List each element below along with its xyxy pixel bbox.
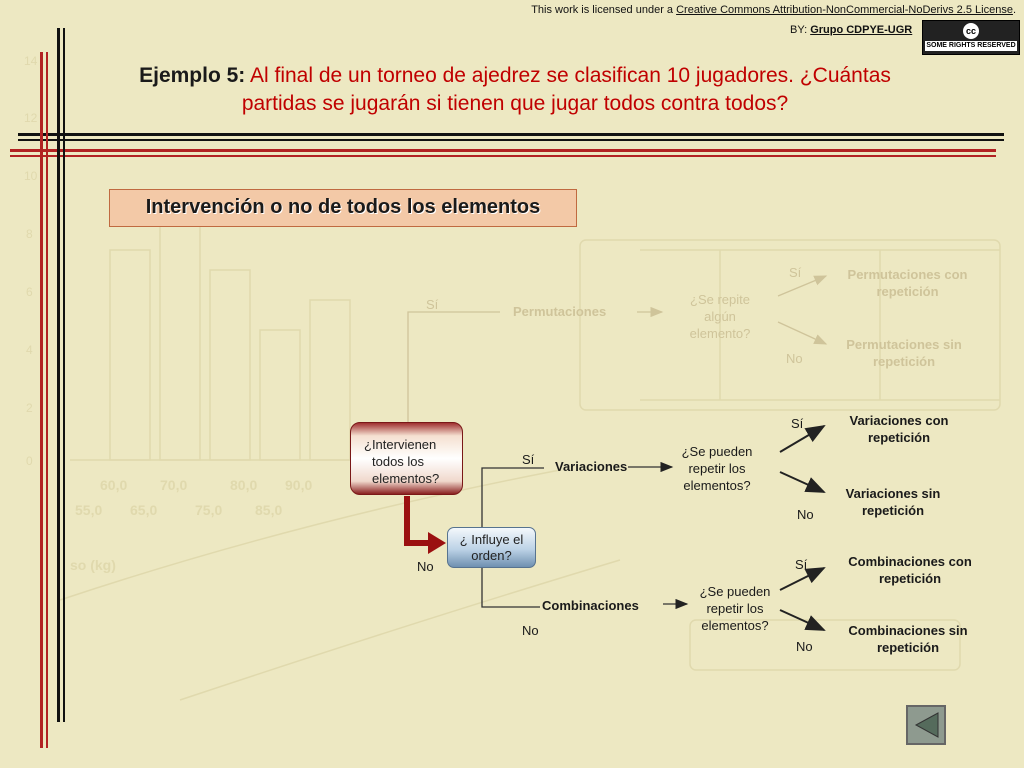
- combinaciones-con-repeticion: [830, 553, 990, 587]
- variaciones-con-line-1: Variaciones con: [849, 413, 949, 428]
- license-prefix: This work is licensed under a: [531, 4, 674, 16]
- svg-text:4: 4: [26, 343, 33, 357]
- combinaciones-con-line-2: repetición: [878, 571, 942, 586]
- example-label: Ejemplo 5:: [139, 64, 246, 87]
- combinaciones-no-label: No: [796, 639, 813, 654]
- permutaciones-no-label: No: [786, 351, 803, 366]
- variaciones-label: Variaciones: [555, 459, 628, 474]
- red-flow-arrowhead: [428, 532, 446, 554]
- by-label: BY:: [790, 24, 808, 36]
- group-link[interactable]: Grupo CDPYE-UGR: [810, 24, 913, 36]
- permutaciones-si-label: Sí: [789, 265, 802, 280]
- svg-text:55,0: 55,0: [75, 502, 103, 518]
- license-suffix: .: [1012, 4, 1016, 16]
- root-question-text: [364, 436, 439, 487]
- permutaciones-con-repeticion: [825, 266, 990, 300]
- svg-text:80,0: 80,0: [230, 477, 258, 493]
- permutaciones-question: [680, 291, 760, 342]
- root-question-line-1: ¿Intervienen: [364, 437, 437, 452]
- variaciones-question-line-1: ¿Se pueden: [681, 444, 753, 459]
- combinaciones-question-line-1: ¿Se pueden: [699, 584, 771, 599]
- variaciones-question: [675, 443, 759, 494]
- svg-text:6: 6: [26, 285, 33, 299]
- license-link[interactable]: Creative Commons Attribution-NonCommercial-NoDerivs 2.5 License: [676, 4, 1013, 16]
- svg-text:65,0: 65,0: [130, 502, 158, 518]
- svg-text:90,0: 90,0: [285, 477, 313, 493]
- variaciones-sin-line-2: repetición: [861, 503, 925, 518]
- order-question-text: [447, 532, 536, 564]
- permutaciones-question-line-2: algún: [704, 309, 736, 324]
- variaciones-si-label: Sí: [791, 416, 804, 431]
- combinaciones-label: Combinaciones: [542, 598, 639, 613]
- combinaciones-question-line-3: elementos?: [701, 618, 769, 633]
- permutaciones-question-line-1: ¿Se repite: [690, 292, 750, 307]
- red-flow-arrow: [407, 496, 430, 543]
- triangle-left-icon: [908, 707, 944, 743]
- permutaciones-con-line-1: Permutaciones con: [847, 267, 968, 282]
- variaciones-no-label: No: [797, 507, 814, 522]
- permutaciones-connectors: [408, 276, 826, 426]
- svg-text:60,0: 60,0: [100, 477, 128, 493]
- permutaciones-label: Permutaciones: [513, 304, 607, 319]
- svg-text:75,0: 75,0: [195, 502, 223, 518]
- result-arrows: [780, 426, 824, 630]
- title-line-1: Al final de un torneo de ajedrez se clasifican 10 jugadores. ¿Cuántas: [245, 64, 891, 87]
- svg-text:14: 14: [24, 54, 38, 68]
- svg-text:85,0: 85,0: [255, 502, 283, 518]
- svg-text:8: 8: [26, 227, 33, 241]
- section-heading: Intervención o no de todos los elementos: [145, 196, 541, 218]
- svg-text:10: 10: [24, 169, 38, 183]
- order-question-line-2: orden?: [471, 548, 512, 563]
- combinaciones-sin-repeticion: [830, 622, 986, 656]
- variaciones-question-line-2: repetir los: [688, 461, 746, 476]
- root-si-label: Sí: [426, 297, 439, 312]
- combinaciones-con-line-1: Combinaciones con: [848, 554, 972, 569]
- combinaciones-question-line-2: repetir los: [706, 601, 764, 616]
- svg-text:12: 12: [24, 111, 38, 125]
- permutaciones-sin-line-1: Permutaciones sin: [846, 337, 962, 352]
- permutaciones-sin-line-2: repetición: [872, 354, 936, 369]
- combinaciones-sin-line-1: Combinaciones sin: [848, 623, 968, 638]
- svg-text:2: 2: [26, 401, 33, 415]
- title-line-2: partidas se jugarán si tienen que jugar todos contra todos?: [241, 92, 789, 115]
- combinaciones-si-label: Sí: [795, 557, 808, 572]
- permutaciones-sin-repeticion: [825, 336, 983, 370]
- order-si-label: Sí: [522, 452, 535, 467]
- order-no-label: No: [522, 623, 539, 638]
- bg-deco-text-1: so (kg): [70, 557, 116, 573]
- cc-badge-text: SOME RIGHTS RESERVED: [926, 42, 1016, 49]
- permutaciones-con-line-2: repetición: [876, 284, 939, 299]
- variaciones-question-line-3: elementos?: [683, 478, 751, 493]
- permutaciones-question-line-3: elemento?: [689, 326, 751, 341]
- root-no-label: No: [417, 559, 434, 574]
- order-question-line-1: ¿ Influye el: [459, 532, 524, 547]
- root-question-line-3: elementos?: [372, 471, 440, 486]
- combinaciones-question: [690, 583, 780, 634]
- variaciones-con-line-2: repetición: [867, 430, 931, 445]
- variaciones-sin-line-1: Variaciones sin: [845, 486, 941, 501]
- svg-text:0: 0: [26, 454, 33, 468]
- svg-text:70,0: 70,0: [160, 477, 188, 493]
- back-button[interactable]: [906, 705, 946, 745]
- cc-icon: cc: [963, 23, 979, 39]
- variaciones-sin-repeticion: [828, 485, 958, 519]
- root-question-line-2: todos los: [372, 454, 425, 469]
- combinaciones-sin-line-2: repetición: [876, 640, 940, 655]
- variaciones-con-repeticion: [830, 412, 968, 446]
